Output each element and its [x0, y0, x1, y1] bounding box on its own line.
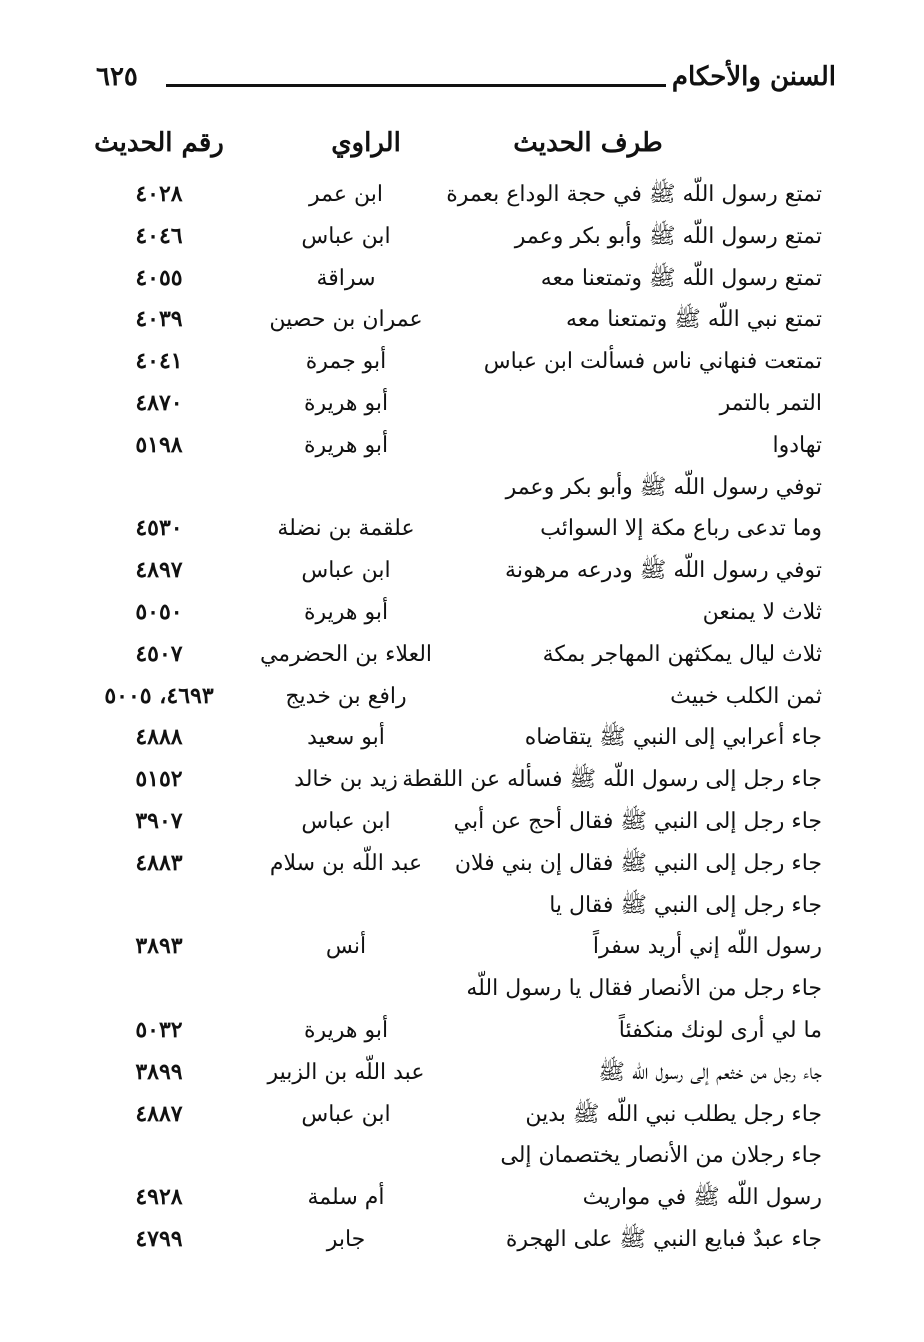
- rawi-name: أبو جمرة: [305, 349, 387, 375]
- hadith-text: التمر بالتمر: [719, 390, 822, 416]
- rawi-name: زيد بن خالد: [294, 767, 398, 793]
- hadith-number: ٤٠٢٨: [135, 181, 183, 207]
- rawi-name: جابر: [326, 1226, 366, 1252]
- table-row: [0, 383, 924, 425]
- rawi-name: ابن عمر: [309, 182, 383, 207]
- hadith-number: ٣٨٩٩: [135, 1058, 183, 1085]
- rawi-name: أبو هريرة: [303, 390, 389, 416]
- hadith-text: جاء رجل يطلب نبي اللّه ﷺ بدين: [525, 1101, 822, 1127]
- table-row: [0, 508, 924, 550]
- page-title: السنن والأحكام: [671, 62, 836, 92]
- hadith-text: ثلاث ليال يمكثهن المهاجر بمكة: [542, 641, 822, 667]
- hadith-text: جاء أعرابي إلى النبي ﷺ يتقاضاه: [524, 725, 822, 751]
- hadith-number: ٥١٩٨: [135, 431, 183, 458]
- hadith-text: جاء عبدٌ فبايع النبي ﷺ على الهجرة: [505, 1226, 822, 1252]
- table-row: [0, 467, 924, 509]
- hadith-index-table: [0, 174, 924, 1261]
- hadith-text: تمتعت فنهاني ناس فسألت ابن عباس: [483, 349, 822, 375]
- table-row: [0, 299, 924, 341]
- hadith-number: ٤٨٨٧: [135, 1100, 183, 1127]
- hadith-text: تمتع نبي اللّه ﷺ وتمتعنا معه: [566, 307, 822, 333]
- rawi-name: رافع بن خديج: [285, 683, 407, 709]
- table-row: [0, 885, 924, 927]
- rawi-name: أبو هريرة: [303, 599, 389, 625]
- hadith-number: ٤٠٤١: [135, 348, 183, 375]
- hadith-text: ما لي أرى لونك منكفئاً: [618, 1017, 822, 1043]
- hadith-text: ثلاث لا يمنعن: [702, 599, 822, 625]
- table-row: [0, 1135, 924, 1177]
- rawi-name: ابن عباس: [301, 558, 391, 584]
- header-rule: [166, 84, 666, 87]
- hadith-text: تمتع رسول اللّه ﷺ وتمتعنا معه: [540, 265, 822, 291]
- hadith-number: ٣٨٩٣: [135, 933, 183, 960]
- hadith-text: ثمن الكلب خبيث: [670, 683, 822, 709]
- table-row: [0, 1094, 924, 1136]
- hadith-text: رسول اللّه إني أريد سفراً: [592, 934, 822, 960]
- rawi-name: أبو هريرة: [303, 1017, 389, 1043]
- rawi-name: ابن عباس: [301, 1101, 391, 1127]
- hadith-number: ٣٩٠٧: [135, 807, 183, 834]
- rawi-name: أنس: [325, 934, 367, 960]
- hadith-number: ٤٥٣٠: [135, 515, 183, 542]
- column-headers: [0, 128, 924, 172]
- table-row: [0, 843, 924, 885]
- rawi-name: عبد اللّه بن سلام: [269, 850, 423, 876]
- table-row: [0, 174, 924, 216]
- rawi-name: أبو سعيد: [307, 725, 385, 751]
- table-row: [0, 926, 924, 968]
- hadith-number: ٥١٥٢: [135, 766, 183, 793]
- hadith-text: تمتع رسول اللّه ﷺ وأبو بكر وعمر: [514, 223, 822, 249]
- table-row: [0, 1052, 924, 1094]
- rawi-name: سراقة: [316, 265, 376, 291]
- hadith-number: ٥٠٥٠: [135, 598, 183, 625]
- table-row: [0, 1010, 924, 1052]
- hadith-text: جاء رجل إلى النبي ﷺ فقال يا: [549, 892, 822, 918]
- hadith-number: ٤٨٨٣: [135, 849, 183, 876]
- table-row: [0, 801, 924, 843]
- hadith-number: ٤٨٩٧: [135, 557, 183, 584]
- rawi-name: ابن عباس: [301, 223, 391, 249]
- page-number: ٦٢٥: [96, 62, 138, 92]
- rawi-name: أم سلمة: [307, 1185, 385, 1211]
- rawi-name: عبد اللّه بن الزبير: [267, 1059, 425, 1085]
- hadith-text: جاء رجل إلى النبي ﷺ فقال إن بني فلان: [454, 850, 822, 876]
- hadith-text: توفي رسول اللّه ﷺ ودرعه مرهونة: [505, 558, 822, 584]
- table-row: [0, 425, 924, 467]
- hadith-text: جاء رجل من الأنصار فقال يا رسول اللّه: [466, 976, 822, 1002]
- hadith-number: ٤٠٥٥: [135, 264, 183, 291]
- table-row: [0, 634, 924, 676]
- hadith-text: تمتع رسول اللّه ﷺ في حجة الوداع بعمرة: [446, 182, 822, 207]
- hadith-number: ٤٩٢٨: [135, 1184, 183, 1211]
- table-row: [0, 759, 924, 801]
- rawi-name: أبو هريرة: [303, 432, 389, 458]
- hadith-number: ٤٨٧٠: [135, 389, 183, 416]
- hadith-text: رسول اللّه ﷺ في مواريث: [582, 1185, 822, 1211]
- rawi-name: علقمة بن نضلة: [277, 516, 415, 542]
- hadith-text: جاء رجل إلى النبي ﷺ فقال أحج عن أبي: [453, 808, 822, 834]
- table-row: [0, 717, 924, 759]
- hadith-text: جاء رجل إلى رسول اللّه ﷺ فسأله عن اللقطة: [402, 767, 822, 793]
- hadith-text: توفي رسول اللّه ﷺ وأبو بكر وعمر: [505, 474, 822, 500]
- hadith-number: ٤٥٠٧: [135, 640, 183, 667]
- rawi-name: عمران بن حصين: [269, 307, 423, 333]
- rawi-name: العلاء بن الحضرمي: [259, 641, 433, 667]
- hadith-text: تهادوا: [772, 432, 822, 458]
- rawi-name: ابن عباس: [301, 808, 391, 834]
- table-row: [0, 968, 924, 1010]
- hadith-text: جاء رجلان من الأنصار يختصمان إلى: [500, 1143, 822, 1169]
- hadith-text: وما تدعى رباع مكة إلا السوائب: [540, 516, 822, 542]
- hadith-number: ٤٨٨٨: [135, 724, 183, 751]
- table-row: [0, 341, 924, 383]
- hadith-number: ٤٠٤٦: [135, 222, 183, 249]
- header-hadith: طرف الحديث: [513, 128, 663, 158]
- header-rawi: الراوي: [331, 128, 401, 158]
- table-row: [0, 1177, 924, 1219]
- page-header: [96, 62, 836, 110]
- hadith-number: ٤٦٩٣، ٥٠٠٥: [104, 682, 214, 709]
- table-row: [0, 258, 924, 300]
- hadith-number: ٤٠٣٩: [135, 306, 183, 333]
- table-row: [0, 550, 924, 592]
- table-row: [0, 592, 924, 634]
- table-row: [0, 216, 924, 258]
- hadith-number: ٤٧٩٩: [135, 1225, 183, 1252]
- header-number: رقم الحديث: [94, 128, 224, 158]
- table-row: [0, 1219, 924, 1261]
- hadith-text: جاء رجل من خثعم إلى رسول اللّه ﷺ: [598, 1059, 822, 1085]
- table-row: [0, 676, 924, 718]
- hadith-number: ٥٠٣٢: [135, 1016, 183, 1043]
